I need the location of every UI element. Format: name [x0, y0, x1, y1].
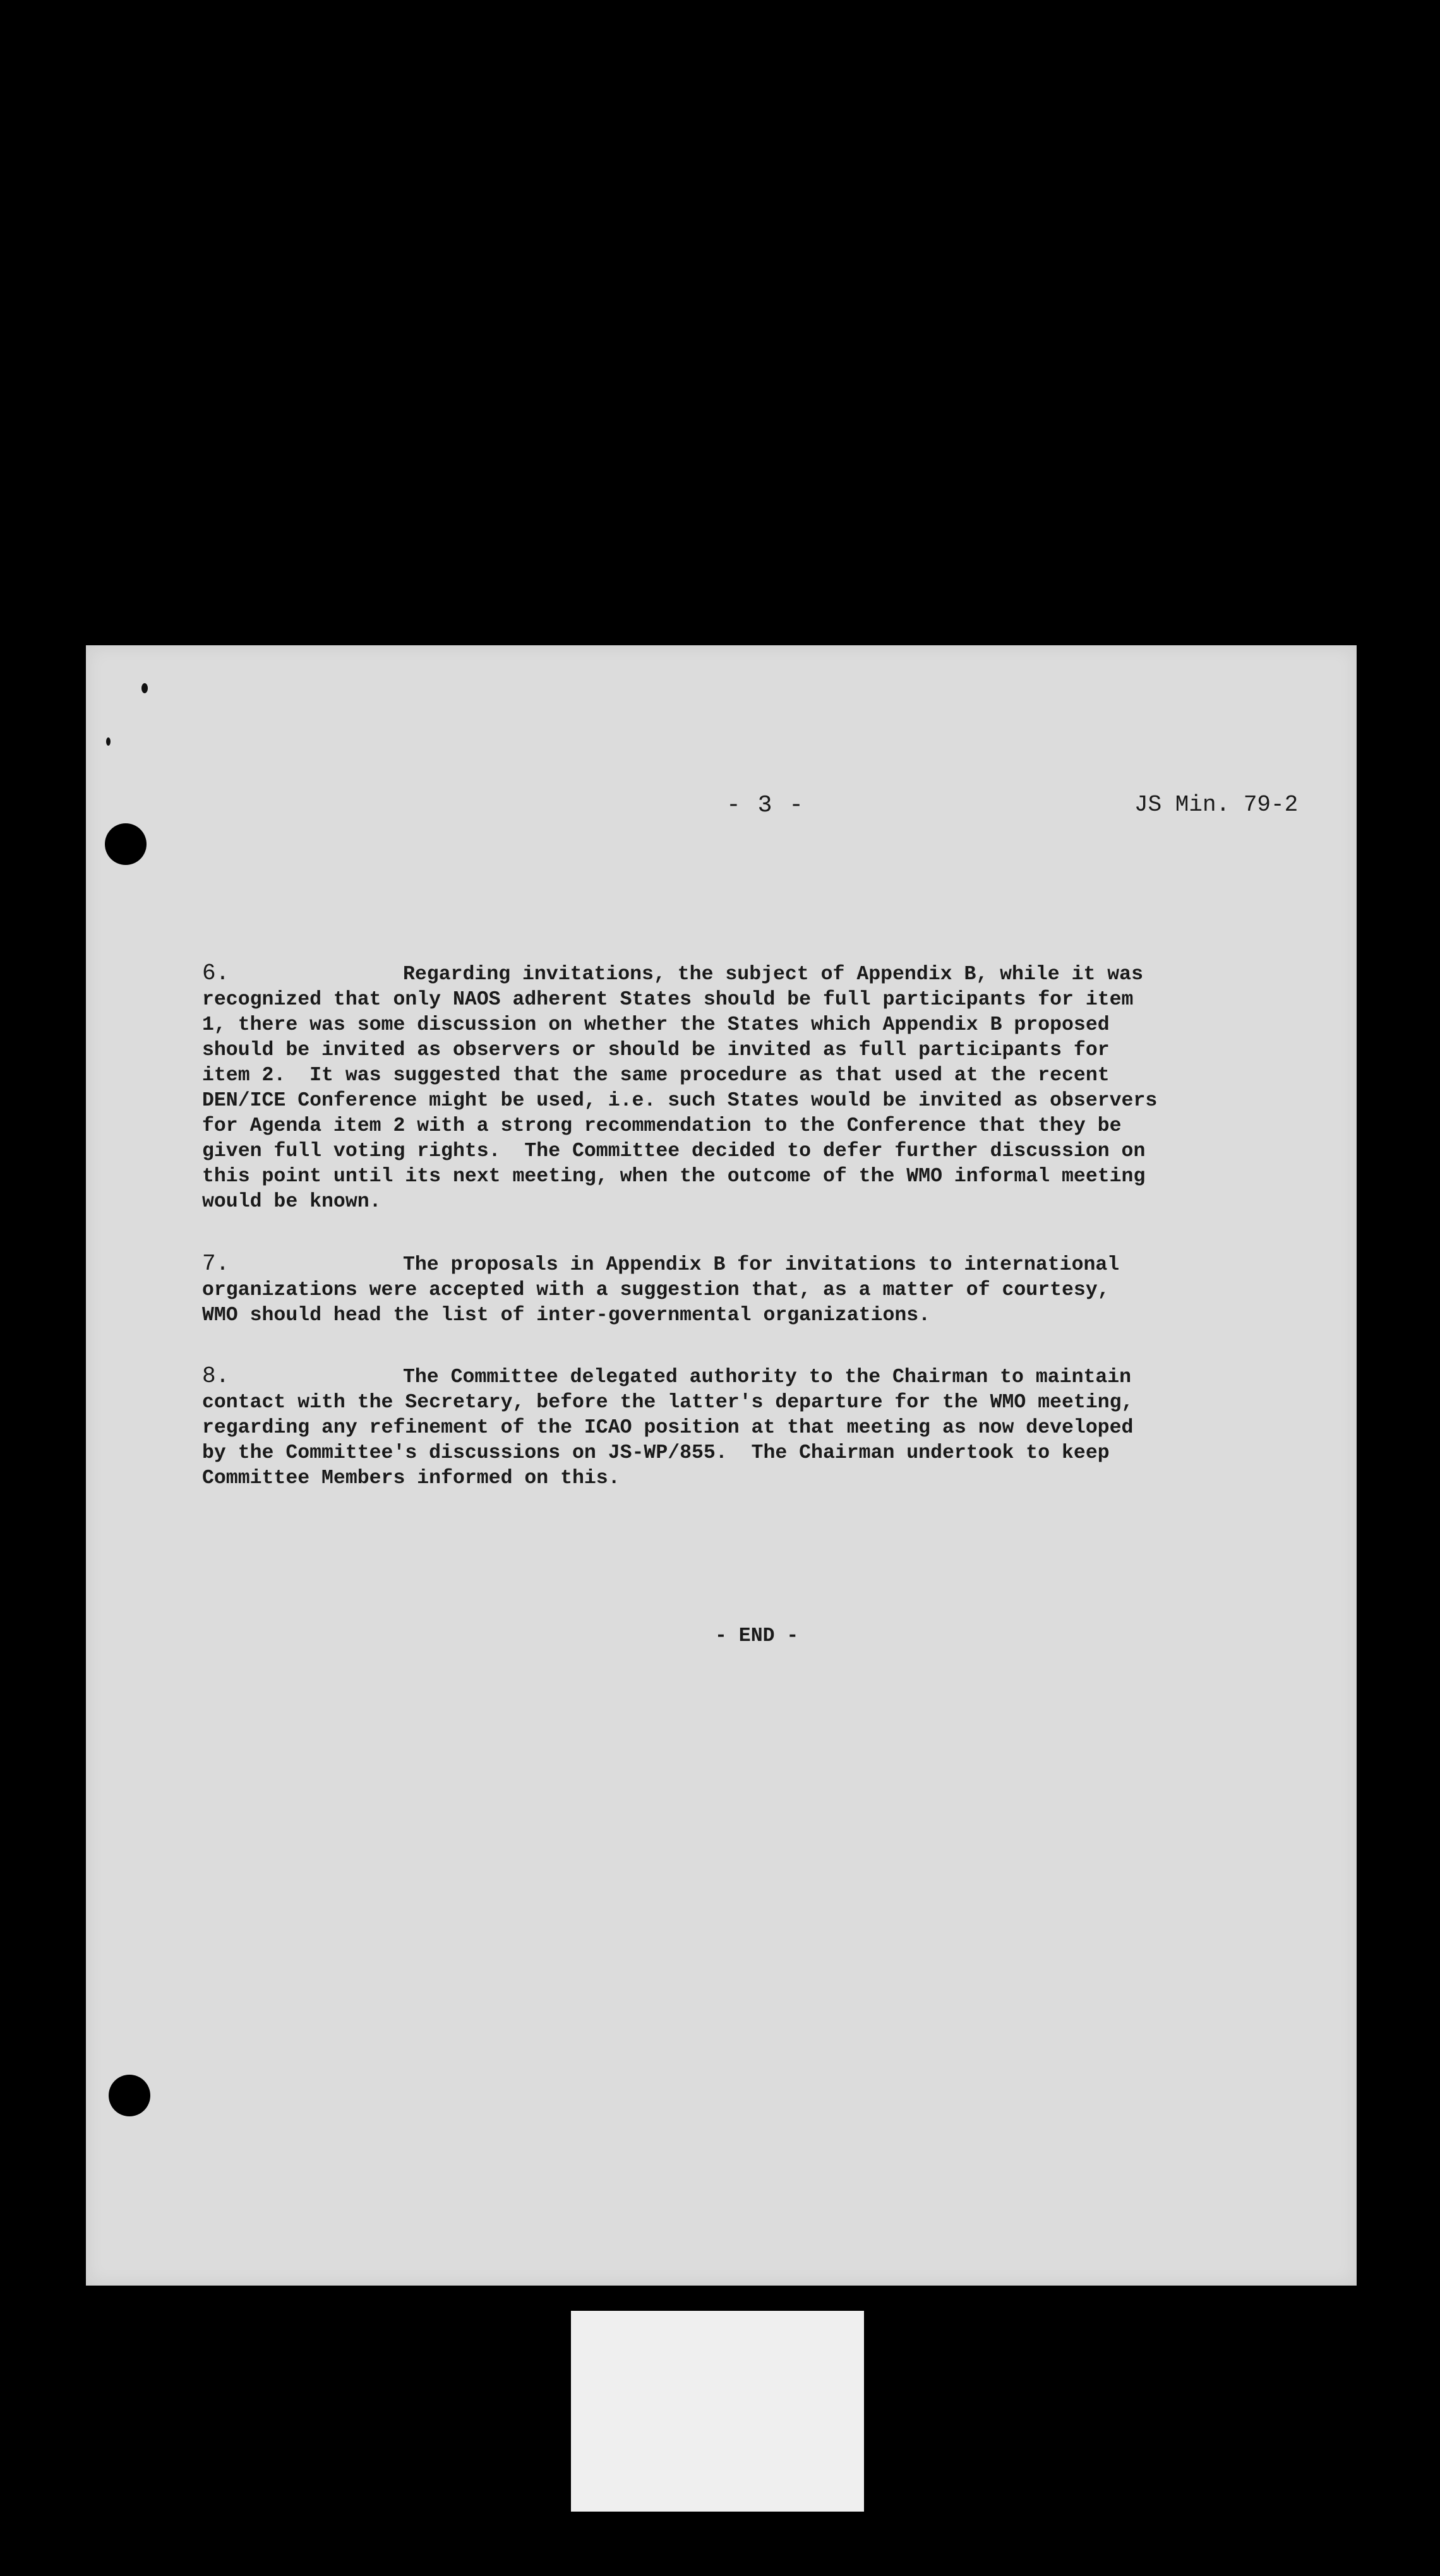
paragraph-line: this point until its next meeting, when the outcome of the WMO informal meeting — [202, 1166, 1146, 1188]
ink-speck — [106, 737, 111, 746]
paragraph-line: would be known. — [202, 1191, 381, 1213]
paragraph-line: Committee Members informed on this. — [202, 1467, 620, 1489]
paragraph-line: DEN/ICE Conference might be used, i.e. such States would be invited as observers — [202, 1090, 1158, 1112]
end-marker: - END - — [715, 1625, 799, 1647]
paragraph-line: given full voting rights. The Committee decided to defer further discussion on — [202, 1140, 1146, 1162]
paragraph-line: organizations were accepted with a suggestion that, as a matter of courtesy, — [202, 1279, 1110, 1301]
blank-card — [571, 2311, 864, 2512]
document-page — [86, 645, 1357, 2286]
document-reference: JS Min. 79-2 — [1134, 792, 1299, 818]
paragraph-6 — [202, 961, 1288, 1215]
paragraph-line: WMO should head the list of inter-governmental organizations. — [202, 1304, 931, 1327]
punch-hole-top — [105, 823, 147, 865]
paragraph-7 — [202, 1251, 1288, 1328]
paragraph-8 — [202, 1364, 1288, 1491]
page-number: - 3 - — [726, 792, 805, 819]
paragraph-number: 7. — [202, 1251, 230, 1277]
paragraph-line: contact with the Secretary, before the latter's departure for the WMO meeting, — [202, 1392, 1134, 1414]
paragraph-number: 6. — [202, 960, 230, 986]
paragraph-line: 8. The Committee delegated authority to the Chairman to maintain — [202, 1363, 1132, 1389]
paragraph-number: 8. — [202, 1363, 230, 1389]
paragraph-line: 7. The proposals in Appendix B for invitations to international — [202, 1251, 1120, 1277]
punch-hole-bottom — [109, 2075, 150, 2116]
paragraph-line: 6. Regarding invitations, the subject of Appendix B, while it was — [202, 960, 1143, 986]
ink-speck — [141, 683, 148, 693]
paragraph-line: for Agenda item 2 with a strong recommendation to the Conference that they be — [202, 1115, 1122, 1137]
paragraph-line: 1, there was some discussion on whether the States which Appendix B proposed — [202, 1014, 1110, 1036]
paragraph-line: by the Committee's discussions on JS-WP/855. The Chairman undertook to keep — [202, 1442, 1110, 1464]
paragraph-line: should be invited as observers or should be invited as full participants for — [202, 1039, 1110, 1061]
paragraph-line: item 2. It was suggested that the same procedure as that used at the recent — [202, 1064, 1110, 1087]
paragraph-line: regarding any refinement of the ICAO position at that meeting as now developed — [202, 1417, 1134, 1439]
paragraph-line: recognized that only NAOS adherent States should be full participants for item — [202, 989, 1134, 1011]
